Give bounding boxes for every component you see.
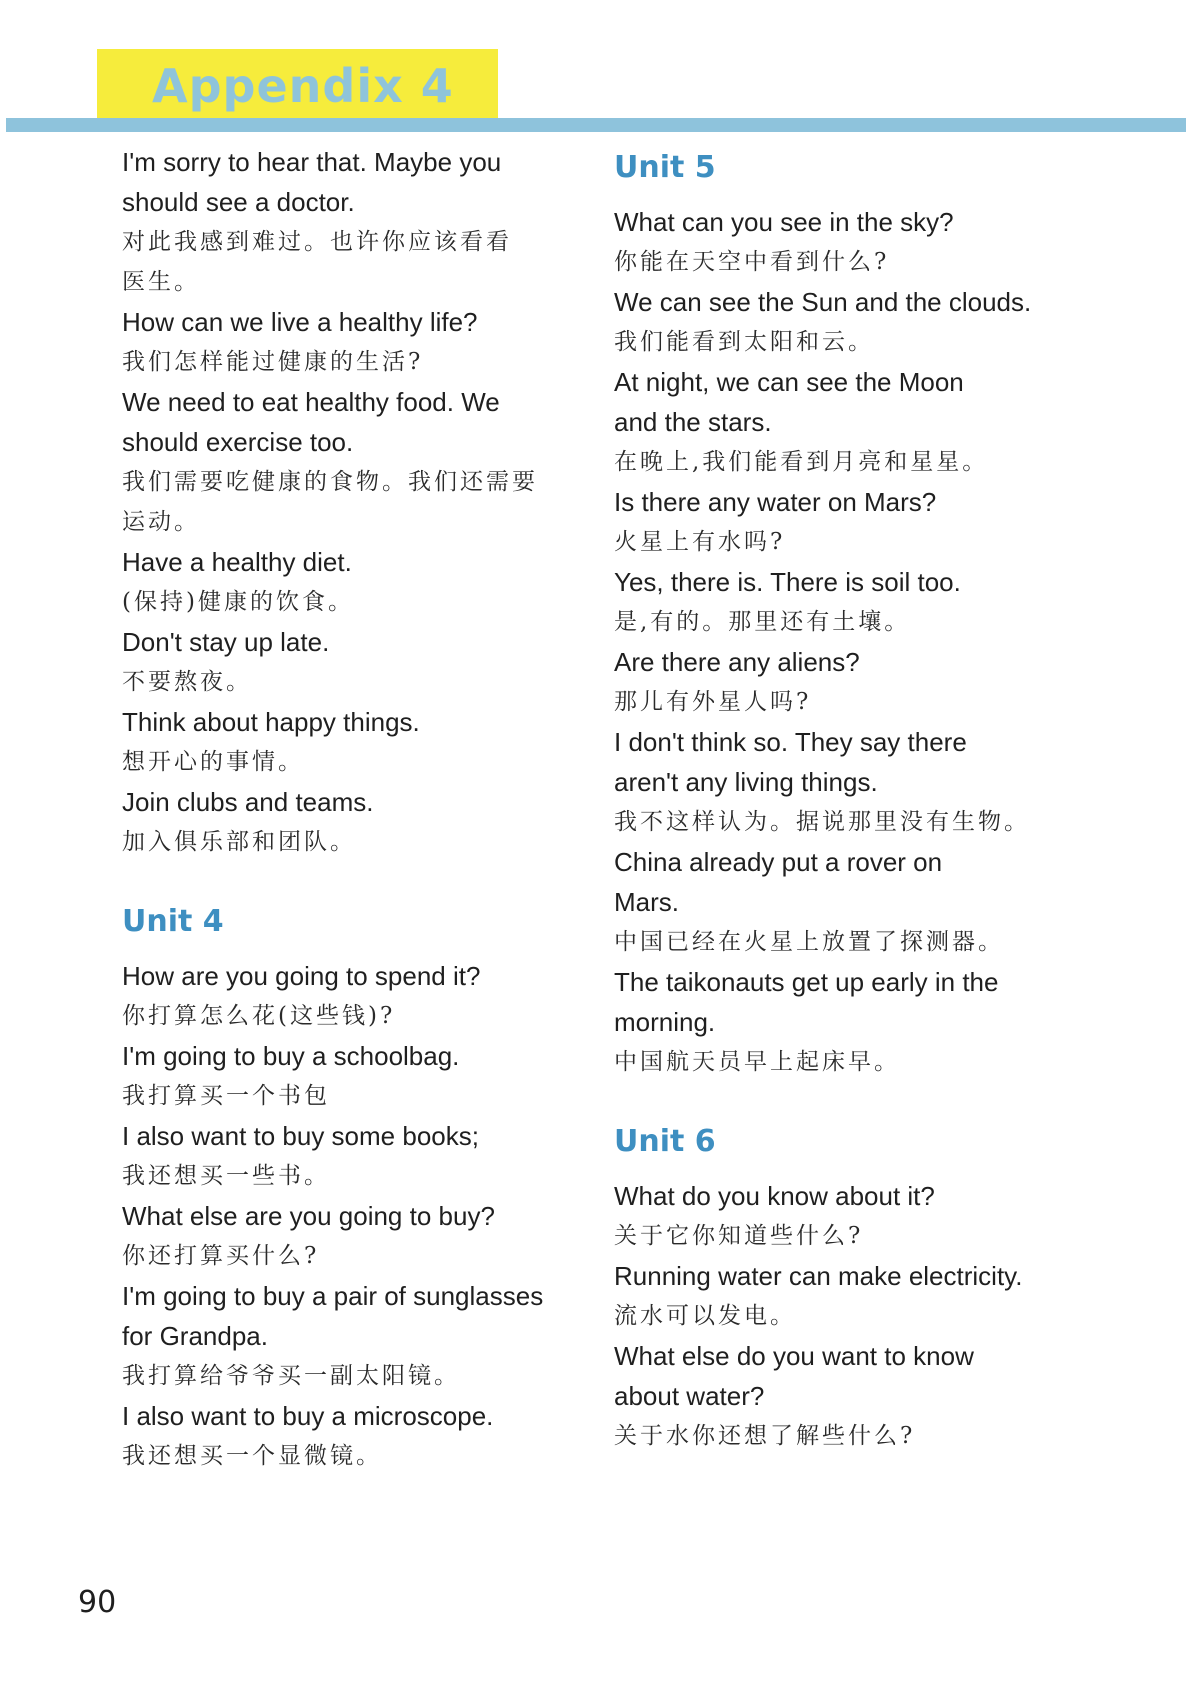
english-sentence-line: Mars. (614, 887, 679, 917)
english-sentence-line: for Grandpa. (122, 1321, 268, 1351)
chinese-translation-line: 你能在天空中看到什么? (614, 249, 890, 275)
english-sentence-line: Are there any aliens? (614, 647, 860, 677)
chinese-translation-line: 火星上有水吗? (614, 529, 786, 555)
english-sentence-line: I also want to buy a microscope. (122, 1401, 494, 1431)
english-sentence-line: I'm going to buy a schoolbag. (122, 1041, 460, 1071)
chinese-translation-line: 我打算买一个书包 (122, 1083, 330, 1109)
english-sentence-line: Have a healthy diet. (122, 547, 352, 577)
english-sentence-line: Join clubs and teams. (122, 787, 374, 817)
unit-5-lines (614, 202, 1094, 1082)
chinese-translation-line: 那儿有外星人吗? (614, 689, 812, 715)
chinese-translation-line: 想开心的事情。 (122, 749, 304, 775)
chinese-translation-line: 不要熬夜。 (122, 669, 252, 695)
page-title: Appendix 4 (152, 59, 454, 113)
english-sentence-line: Yes, there is. There is soil too. (614, 567, 961, 597)
left-column (122, 142, 582, 1476)
english-sentence-line: should exercise too. (122, 427, 354, 457)
english-sentence-line: morning. (614, 1007, 716, 1037)
english-sentence-line: about water? (614, 1381, 765, 1411)
english-sentence-line: How are you going to spend it? (122, 961, 481, 991)
chinese-translation-line: 你还打算买什么? (122, 1243, 320, 1269)
english-sentence-line: Don't stay up late. (122, 627, 330, 657)
unit-5-heading: Unit 5 (614, 150, 716, 185)
chinese-translation-line: 关于水你还想了解些什么? (614, 1423, 916, 1449)
chinese-translation-line: 关于它你知道些什么? (614, 1223, 864, 1249)
english-sentence-line: What else do you want to know (614, 1341, 974, 1371)
english-sentence-line: What else are you going to buy? (122, 1201, 495, 1231)
chinese-translation-line: 中国已经在火星上放置了探测器。 (614, 929, 1004, 955)
english-sentence-line: aren't any living things. (614, 767, 878, 797)
chinese-translation-line: 加入俱乐部和团队。 (122, 829, 356, 855)
chinese-translation-line: 我不这样认为。据说那里没有生物。 (614, 809, 1030, 835)
english-sentence-line: I also want to buy some books; (122, 1121, 479, 1151)
chinese-translation-line: 对此我感到难过。也许你应该看看 (122, 229, 512, 255)
unit-6-lines (614, 1176, 1094, 1456)
header-rule (6, 118, 1186, 132)
chinese-translation-line: 我打算给爷爷买一副太阳镜。 (122, 1363, 460, 1389)
unit-4-heading: Unit 4 (122, 904, 224, 939)
english-sentence-line: I don't think so. They say there (614, 727, 967, 757)
chinese-translation-line: (保持)健康的饮食。 (122, 589, 354, 615)
chinese-translation-line: 流水可以发电。 (614, 1303, 796, 1329)
english-sentence-line: I'm going to buy a pair of sunglasses (122, 1281, 544, 1311)
english-sentence-line: The taikonauts get up early in the (614, 967, 999, 997)
chinese-translation-line: 我们需要吃健康的食物。我们还需要 (122, 469, 538, 495)
unit-6-section (614, 1122, 1094, 1456)
english-sentence-line: At night, we can see the Moon (614, 367, 964, 397)
english-sentence-line: What can you see in the sky? (614, 207, 954, 237)
chinese-translation-line: 医生。 (122, 269, 200, 295)
intro-section (122, 142, 582, 862)
english-sentence-line: Is there any water on Mars? (614, 487, 937, 517)
unit-6-heading: Unit 6 (614, 1124, 716, 1159)
chinese-translation-line: 我还想买一个显微镜。 (122, 1443, 382, 1469)
english-sentence-line: We need to eat healthy food. We (122, 387, 500, 417)
english-sentence-line: I'm sorry to hear that. Maybe you (122, 147, 502, 177)
chinese-translation-line: 在晚上,我们能看到月亮和星星。 (614, 449, 989, 475)
english-sentence-line: We can see the Sun and the clouds. (614, 287, 1032, 317)
unit-4-section (122, 902, 582, 1476)
english-sentence-line: What do you know about it? (614, 1181, 935, 1211)
english-sentence-line: Think about happy things. (122, 707, 420, 737)
unit-5-section (614, 148, 1094, 1082)
english-sentence-line: How can we live a healthy life? (122, 307, 478, 337)
page-number: 90 (78, 1585, 117, 1620)
chinese-translation-line: 运动。 (122, 509, 200, 535)
chinese-translation-line: 是,有的。那里还有土壤。 (614, 609, 911, 635)
chinese-translation-line: 你打算怎么花(这些钱)? (122, 1003, 396, 1029)
chinese-translation-line: 我们能看到太阳和云。 (614, 329, 874, 355)
chinese-translation-line: 中国航天员早上起床早。 (614, 1049, 900, 1075)
chinese-translation-line: 我们怎样能过健康的生活? (122, 349, 424, 375)
english-sentence-line: Running water can make electricity. (614, 1261, 1023, 1291)
english-sentence-line: China already put a rover on (614, 847, 943, 877)
unit-4-lines (122, 956, 582, 1476)
english-sentence-line: and the stars. (614, 407, 772, 437)
english-sentence-line: should see a doctor. (122, 187, 355, 217)
chinese-translation-line: 我还想买一些书。 (122, 1163, 330, 1189)
right-column (614, 142, 1094, 1456)
